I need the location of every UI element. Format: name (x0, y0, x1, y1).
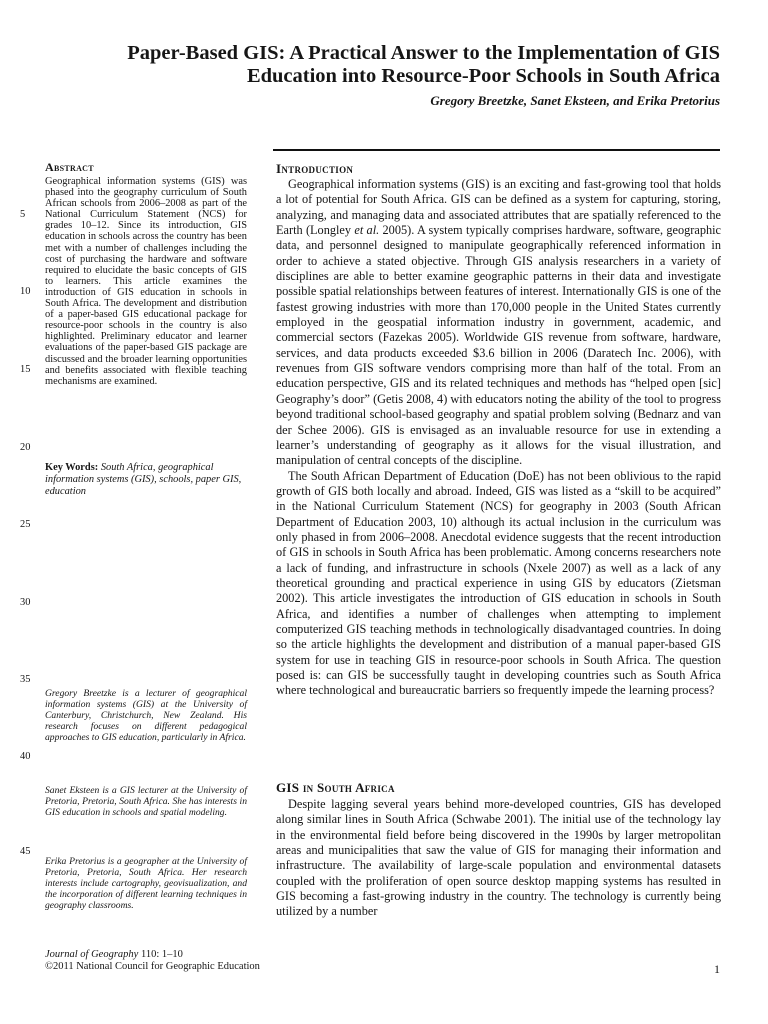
journal-name: Journal of Geography (45, 949, 139, 960)
author-bio-eksteen: Sanet Eksteen is a GIS lecturer at the University of Pretoria, Pretoria, South Africa. She has interests in GIS education in schools and spatial modeling. (45, 785, 247, 818)
abstract-heading: Abstract (45, 160, 94, 174)
copyright-notice: ©2011 National Council for Geographic Education (45, 961, 260, 972)
title-line-1: Paper-Based GIS: A Practical Answer to the Implementation of GIS (127, 42, 720, 64)
line-number: 40 (20, 751, 31, 762)
line-number: 5 (20, 209, 26, 220)
line-number: 25 (20, 519, 31, 530)
introduction-paragraph: Geographical information systems (GIS) is an exciting and fast-growing tool that holds a lot of potential for South Africa. GIS can be defined as a system for capturing, storing, analyzing, and managing data and associated attributes that are spatially referenced to the Earth (Longley et al. 2005). A system typically comprises hardware, software, geographic data, and personnel designed to manipulate geographically referenced information in order to achieve a stated objective. Through GIS analysis researchers in a variety of disciplines are able to better examine geographic patterns in their data and investigate possible spatial relationships between features of interest. Internationally GIS is one of the fastest growing industries with more than 170,000 people in the United States currently employed in the geospatial information industry in government, academic, and commercial sectors (Fazekas 2005). Worldwide GIS revenue from software, hardware, services, and data products exceeded $3.6 billion in 2006 (Daratech Inc. 2006), with revenues from GIS software vendors comprising more than half of the total. From an education perspective, GIS and its related techniques and methods has “helped open [sic] Geography’s door” (Getis 2008, 4) with educators noting the ability of the tool to progress beyond traditional school-based geography and spatial problem solving (Bednarz and van der Schee 2006). GIS is envisaged as an invaluable resource for use in extending a learner’s understanding of geography as it allows for the visual illustration, and manipulation of central concepts of the discipline. (276, 177, 721, 468)
journal-issue: 110: 1–10 (138, 949, 183, 960)
introduction-body (276, 177, 721, 699)
keywords-value: South Africa, geographical information systems (GIS), schools, paper GIS, education (45, 462, 242, 497)
author-bio-pretorius: Erika Pretorius is a geographer at the University of Pretoria, Pretoria, South Africa. Her research interests include cartography, geovisualization, and the incorporation of different learning techniques in geography classrooms. (45, 856, 247, 911)
introduction-paragraph: The South African Department of Education (DoE) has not been oblivious to the rapid growth of GIS both locally and abroad. Indeed, GIS was listed as a “skill to be acquired” in the National Curriculum Statement (NCS) for geography in 2003 (South African Department of Education 2003, 10) although its actual inclusion in the curriculum was only phased in from 2006–2008. Anecdotal evidence suggests that the recent introduction of GIS in schools in South Africa has been problematic. Among concerns researchers note a lack of funding, and infrastructure in schools (Nxele 2007) as well as a lack of any theoretical grounding and practical experience in using GIS by educators (Zietsman 2002). This article investigates the introduction of GIS education in schools in South Africa, and identifies a number of challenges when attempting to implement computerized GIS teaching methods in technologically disadvantaged countries. In doing so the article highlights the development and distribution of a manual paper-based GIS system for use in teaching GIS in resource-poor schools in South Africa. The question posed is: can GIS be successfully taught in developing countries such as South Africa where technological and bureaucratic barriers so frequently impede the learning process? (276, 468, 721, 698)
gis-in-south-africa-heading: GIS in South Africa (276, 780, 395, 795)
author-bio-breetzke: Gregory Breetzke is a lecturer of geographical information systems (GIS) at the University of Canterbury, Christchurch, New Zealand. His research focuses on different pedagogical approaches to GIS education, particularly in Africa. (45, 688, 247, 743)
line-number: 45 (20, 846, 31, 857)
article-title (100, 42, 720, 88)
keywords (45, 462, 247, 497)
title-rule (273, 149, 720, 151)
journal-citation (45, 949, 260, 973)
title-line-2: Education into Resource-Poor Schools in South Africa (246, 65, 720, 87)
line-number: 35 (20, 674, 31, 685)
line-number: 30 (20, 597, 31, 608)
author-list: Gregory Breetzke, Sanet Eksteen, and Erika Pretorius (430, 93, 720, 108)
page-number: 1 (714, 962, 720, 976)
line-number: 15 (20, 364, 31, 375)
gis-in-south-africa-body (276, 797, 721, 920)
keywords-label: Key Words: (45, 462, 99, 473)
gis-sa-paragraph: Despite lagging several years behind more-developed countries, GIS has developed along similar lines in South Africa (Schwabe 2001). The initial use of the technology lay in the environmental field before being discovered in the 1990s by larger metropolitan areas and municipalities that saw the value of GIS for managing their information and infrastructure. The availability of large-scale population and environmental datasets coupled with the proliferation of open source desktop mapping systems has resulted in GIS becoming a fast-growing industry in the country. The technology is currently being utilized by a number (276, 797, 721, 919)
line-number: 20 (20, 442, 31, 453)
line-number: 10 (20, 286, 31, 297)
abstract-text: Geographical information systems (GIS) was phased into the geography curriculum of South African schools from 2006–2008 as part of the National Curriculum Statement (NCS) for grades 10–12. Since its introduction, GIS education in schools across the country has been met with a number of challenges including the cost of purchasing the hardware and software required to elucidate the basic concepts of GIS to learners. This article examines the introduction of GIS education in schools in South Africa. The development and distribution of a paper-based GIS educational package for resource-poor schools in the country is also highlighted. Preliminary educator and learner evaluations of the paper-based GIS package are discussed and the broader learning opportunities and benefits associated with flexible teaching mechanisms are examined. (45, 176, 247, 387)
introduction-heading: Introduction (276, 161, 354, 176)
